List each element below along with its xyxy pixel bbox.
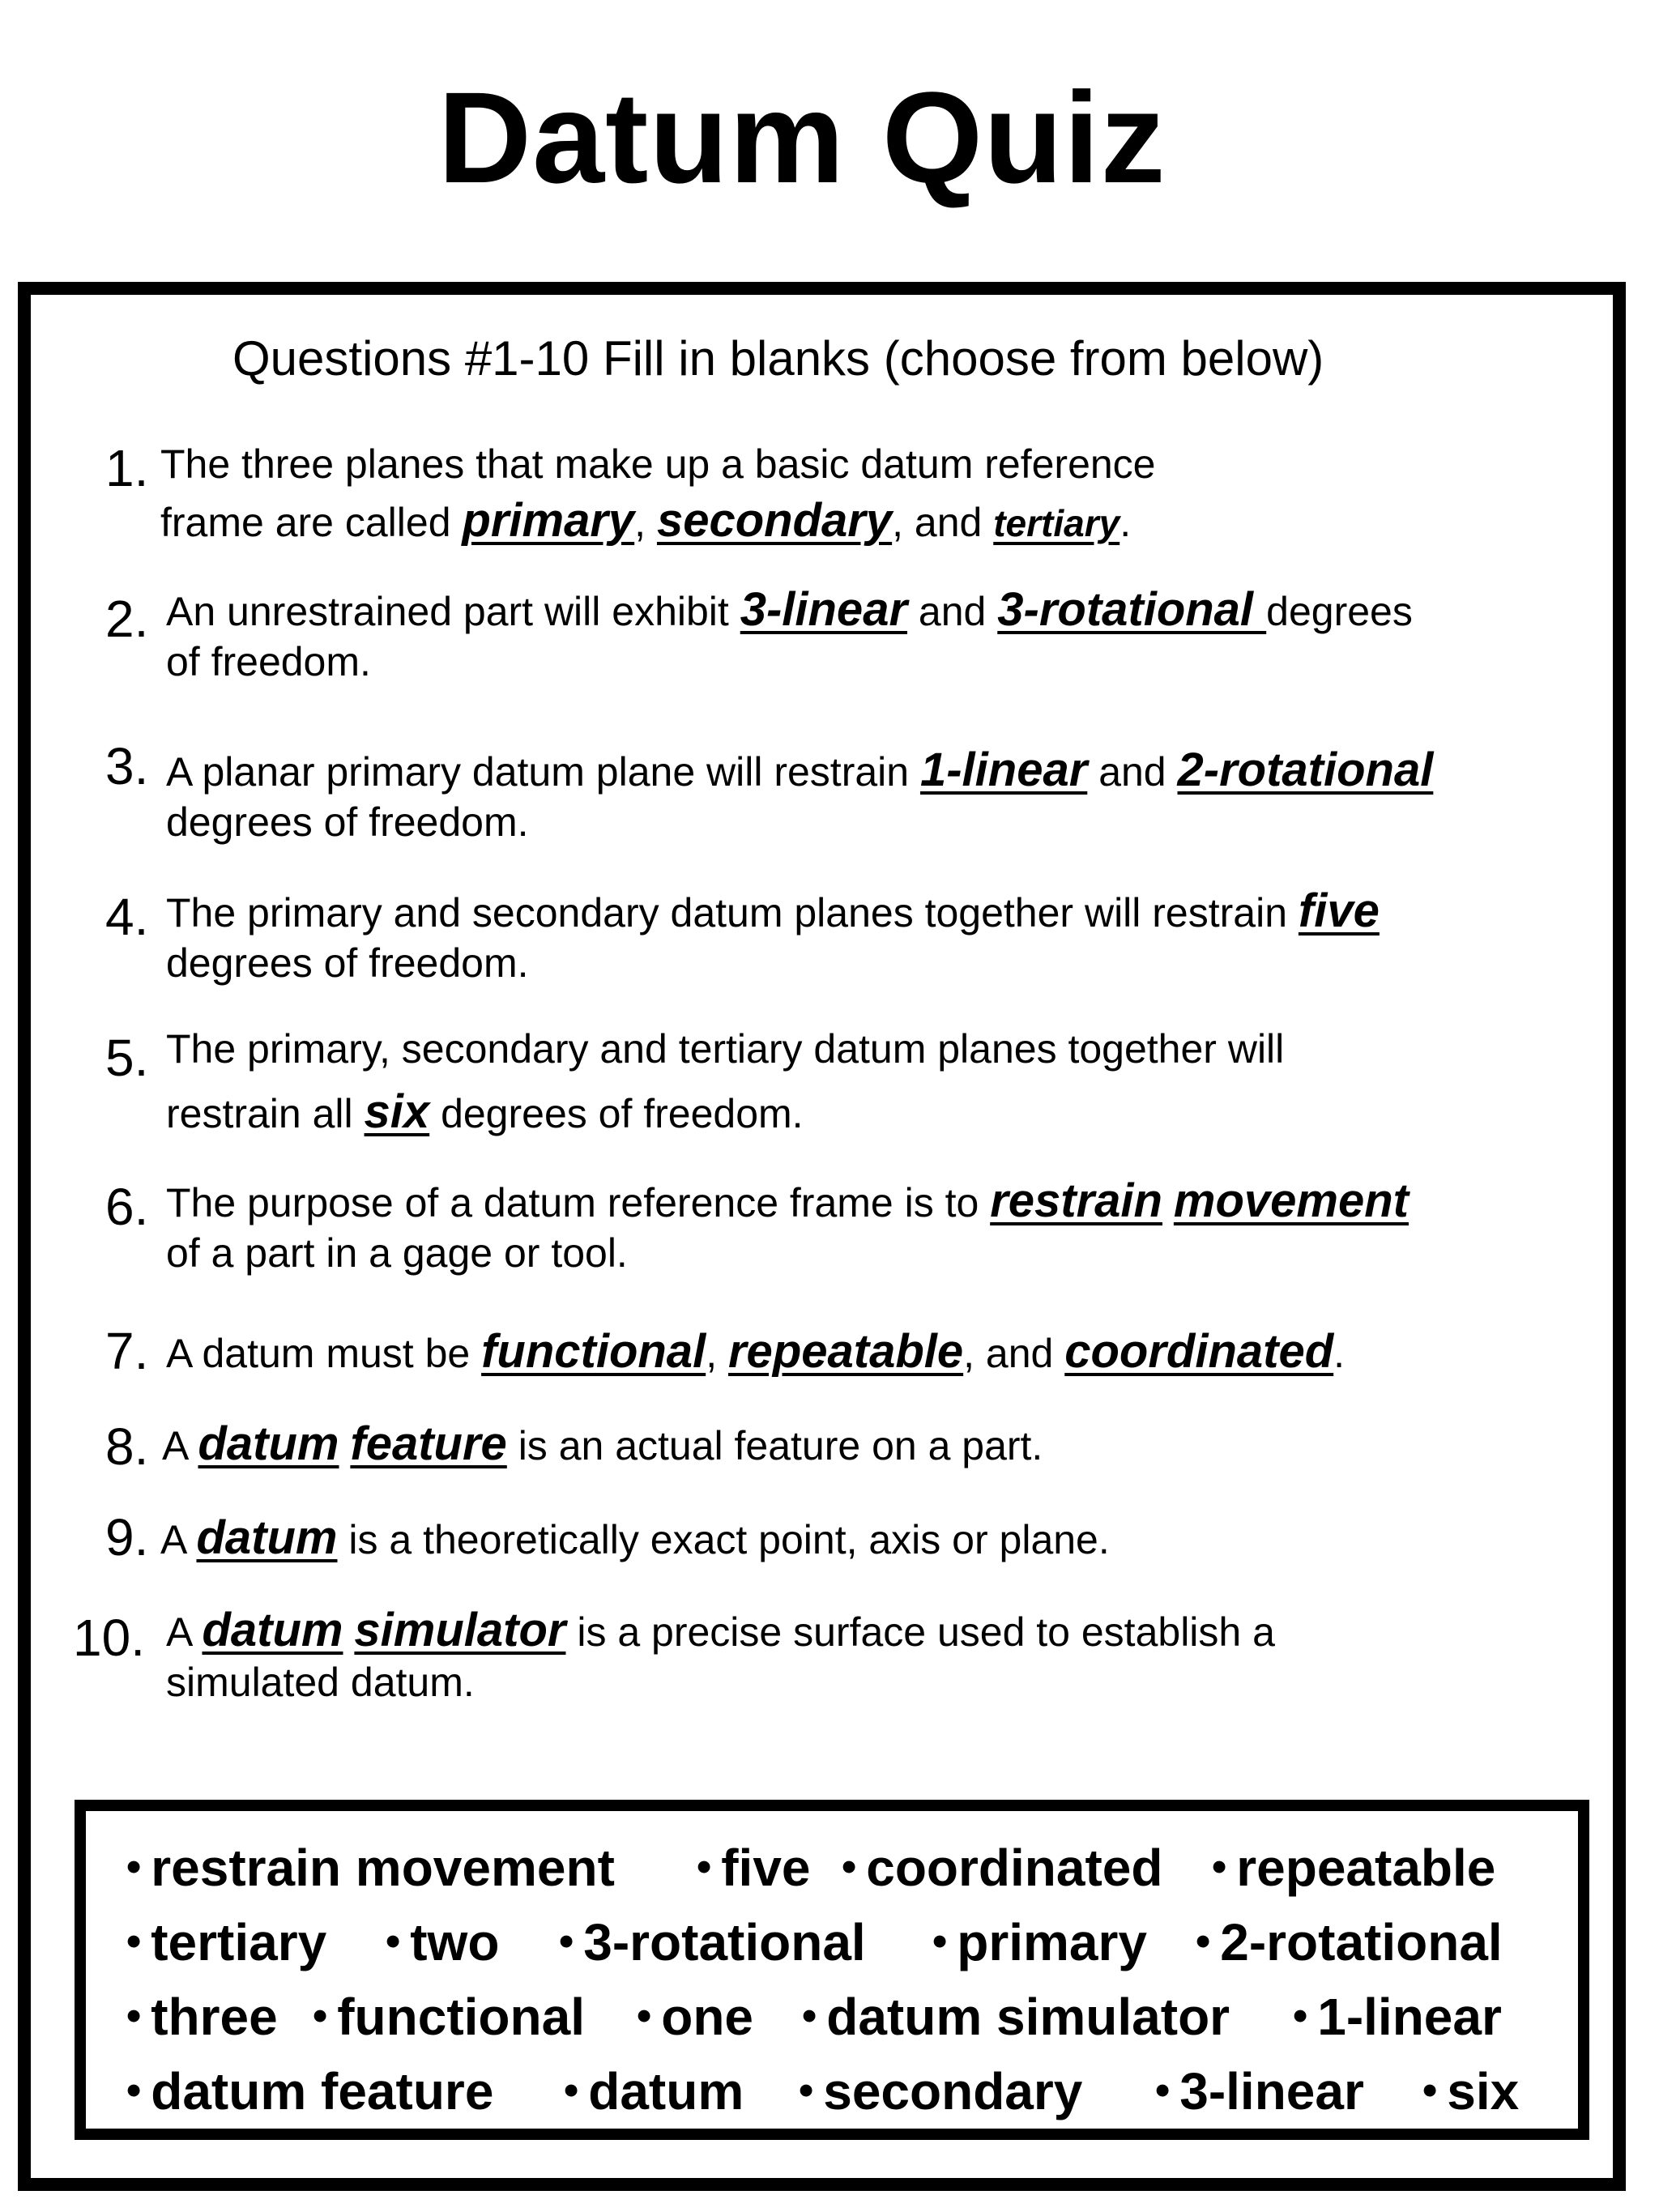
question-text-segment: , [634,500,657,545]
question-text-segment: degrees of freedom. [429,1091,804,1136]
question-text-segment: of a part in a gage or tool. [166,1230,628,1276]
word-bank-item: • coordinated [842,1839,1163,1897]
question-text-segment: . [1333,1331,1346,1376]
question-text-segment: degrees of freedom. [166,940,529,986]
answer-six: six [364,1085,430,1138]
word-bank-item: • secondary [799,2062,1083,2120]
bullet-icon: • [126,1918,142,1965]
bullet-icon: • [1212,1843,1227,1890]
word-bank-item: • repeatable [1212,1839,1496,1897]
question-text-segment: The primary and secondary datum planes together will restrain [166,890,1299,936]
question-text-segment: is a theoretically exact point, axis or plane. [337,1517,1110,1562]
question-number: 1. [105,439,149,497]
word-bank-item: • functional [313,1988,585,2046]
answer-feature: feature [350,1417,507,1470]
question-text-segment: An unrestrained part will exhibit [166,589,740,634]
question-text [162,1417,1043,1473]
word-bank-item: • primary [932,1913,1147,1971]
question-text-segment: , and [963,1331,1065,1376]
word-bank-row [86,2062,1578,2138]
word-bank-item: • six [1422,2062,1520,2120]
answer-coordinated: coordinated [1064,1325,1334,1378]
word-bank-item: • datum [564,2062,744,2120]
question-number: 10. [73,1609,145,1667]
question-text-segment: of freedom. [166,639,371,684]
question-number: 6. [105,1178,149,1236]
question-text [166,795,529,849]
question-number: 9. [105,1508,149,1566]
question-text [160,437,1156,491]
bullet-icon: • [386,1918,401,1965]
question-number: 8. [105,1417,149,1476]
question-text-segment: The three planes that make up a basic datum reference [160,441,1156,487]
question-text-segment: degrees [1266,589,1413,634]
answer-primary: primary [462,494,635,547]
question-text [160,494,1131,550]
word-bank-item: • 3-linear [1155,2062,1364,2120]
question-text-segment: The primary, secondary and tertiary datum planes together will [166,1026,1285,1072]
question-text-segment: and [1087,749,1178,795]
question-text [166,1174,1409,1230]
answer-movement: movement [1173,1174,1409,1227]
word-bank-item: • three [126,1988,278,2046]
question-text [166,1656,475,1709]
question-text-segment: simulated datum. [166,1660,475,1705]
question-number: 7. [105,1322,149,1380]
bullet-icon: • [1155,2067,1171,2114]
word-bank-row [86,1839,1578,1915]
word-bank-item: • one [637,1988,753,2046]
question-text-segment: , [706,1331,728,1376]
answer-restrain: restrain [990,1174,1162,1227]
question-text [166,583,1413,638]
question-text-segment: restrain all [166,1091,365,1136]
page-title: Datum Quiz [437,65,1166,210]
answer-tertiary: tertiary [993,502,1120,544]
question-text [166,884,1380,940]
question-number: 2. [105,590,149,648]
question-text-segment: , and [892,500,994,545]
bullet-icon: • [126,1843,142,1890]
bullet-icon: • [802,1993,817,2039]
question-text [166,744,1433,799]
word-bank [75,1800,1589,2140]
question-text [166,1325,1345,1380]
answer-datum: datum [202,1604,343,1656]
word-bank-item: • tertiary [126,1913,327,1971]
word-bank-row [86,1988,1578,2064]
question-text [166,1022,1284,1076]
question-number: 4. [105,888,149,946]
word-bank-item: • datum feature [126,2062,494,2120]
question-text-segment: A planar primary datum plane will restrain [166,749,920,795]
instructions: Questions #1-10 Fill in blanks (choose from below) [232,331,1324,386]
word-bank-item: • 2-rotational [1196,1913,1503,1971]
question-text [166,1085,804,1140]
bullet-icon: • [799,2067,814,2114]
word-bank-row [86,1913,1578,1989]
answer-five: five [1298,884,1380,937]
question-text-segment: and [907,589,998,634]
question-text-segment: degrees of freedom. [166,799,529,845]
answer-3-linear: 3-linear [740,583,908,636]
question-text-segment: The purpose of a datum reference frame is to [166,1180,991,1225]
question-number: 5. [105,1029,149,1087]
bullet-icon: • [1422,2067,1438,2114]
question-text [166,635,371,688]
word-bank-item: • 1-linear [1293,1988,1502,2046]
question-text-segment: is an actual feature on a part. [506,1423,1043,1468]
answer-datum: datum [198,1417,339,1470]
question-text-segment: . [1120,500,1132,545]
bullet-icon: • [126,1993,142,2039]
bullet-icon: • [313,1993,328,2039]
question-text-segment: A datum must be [166,1331,482,1376]
answer-simulator: simulator [354,1604,566,1656]
question-text [166,936,529,990]
question-text-segment [343,1609,354,1655]
question-text-segment: A [162,1423,198,1468]
answer-1-linear: 1-linear [919,744,1088,796]
answer-secondary: secondary [656,494,893,547]
bullet-icon: • [564,2067,579,2114]
question-text-segment [1162,1180,1174,1225]
bullet-icon: • [842,1843,857,1890]
question-text [166,1604,1275,1659]
bullet-icon: • [126,2067,142,2114]
question-text [160,1511,1110,1566]
word-bank-item: • datum simulator [802,1988,1230,2046]
question-text-segment: A [166,1609,203,1655]
word-bank-item: • two [386,1913,500,1971]
bullet-icon: • [559,1918,574,1965]
bullet-icon: • [932,1918,948,1965]
question-text-segment: A [160,1517,197,1562]
word-bank-item: • five [697,1839,811,1897]
question-text-segment [339,1423,350,1468]
bullet-icon: • [1293,1993,1308,2039]
word-bank-item: • 3-rotational [559,1913,866,1971]
question-text [166,1226,628,1280]
answer-2-rotational: 2-rotational [1177,744,1434,796]
bullet-icon: • [1196,1918,1211,1965]
bullet-icon: • [697,1843,712,1890]
answer-repeatable: repeatable [727,1325,964,1378]
answer-datum: datum [196,1511,338,1564]
question-number: 3. [105,737,149,795]
word-bank-item: • restrain movement [126,1839,615,1897]
bullet-icon: • [637,1993,652,2039]
answer-functional: functional [481,1325,706,1378]
question-text-segment: is a precise surface used to establish a [565,1609,1275,1655]
question-text-segment: frame are called [160,500,463,545]
answer-3-rotational: 3-rotational [997,583,1267,636]
